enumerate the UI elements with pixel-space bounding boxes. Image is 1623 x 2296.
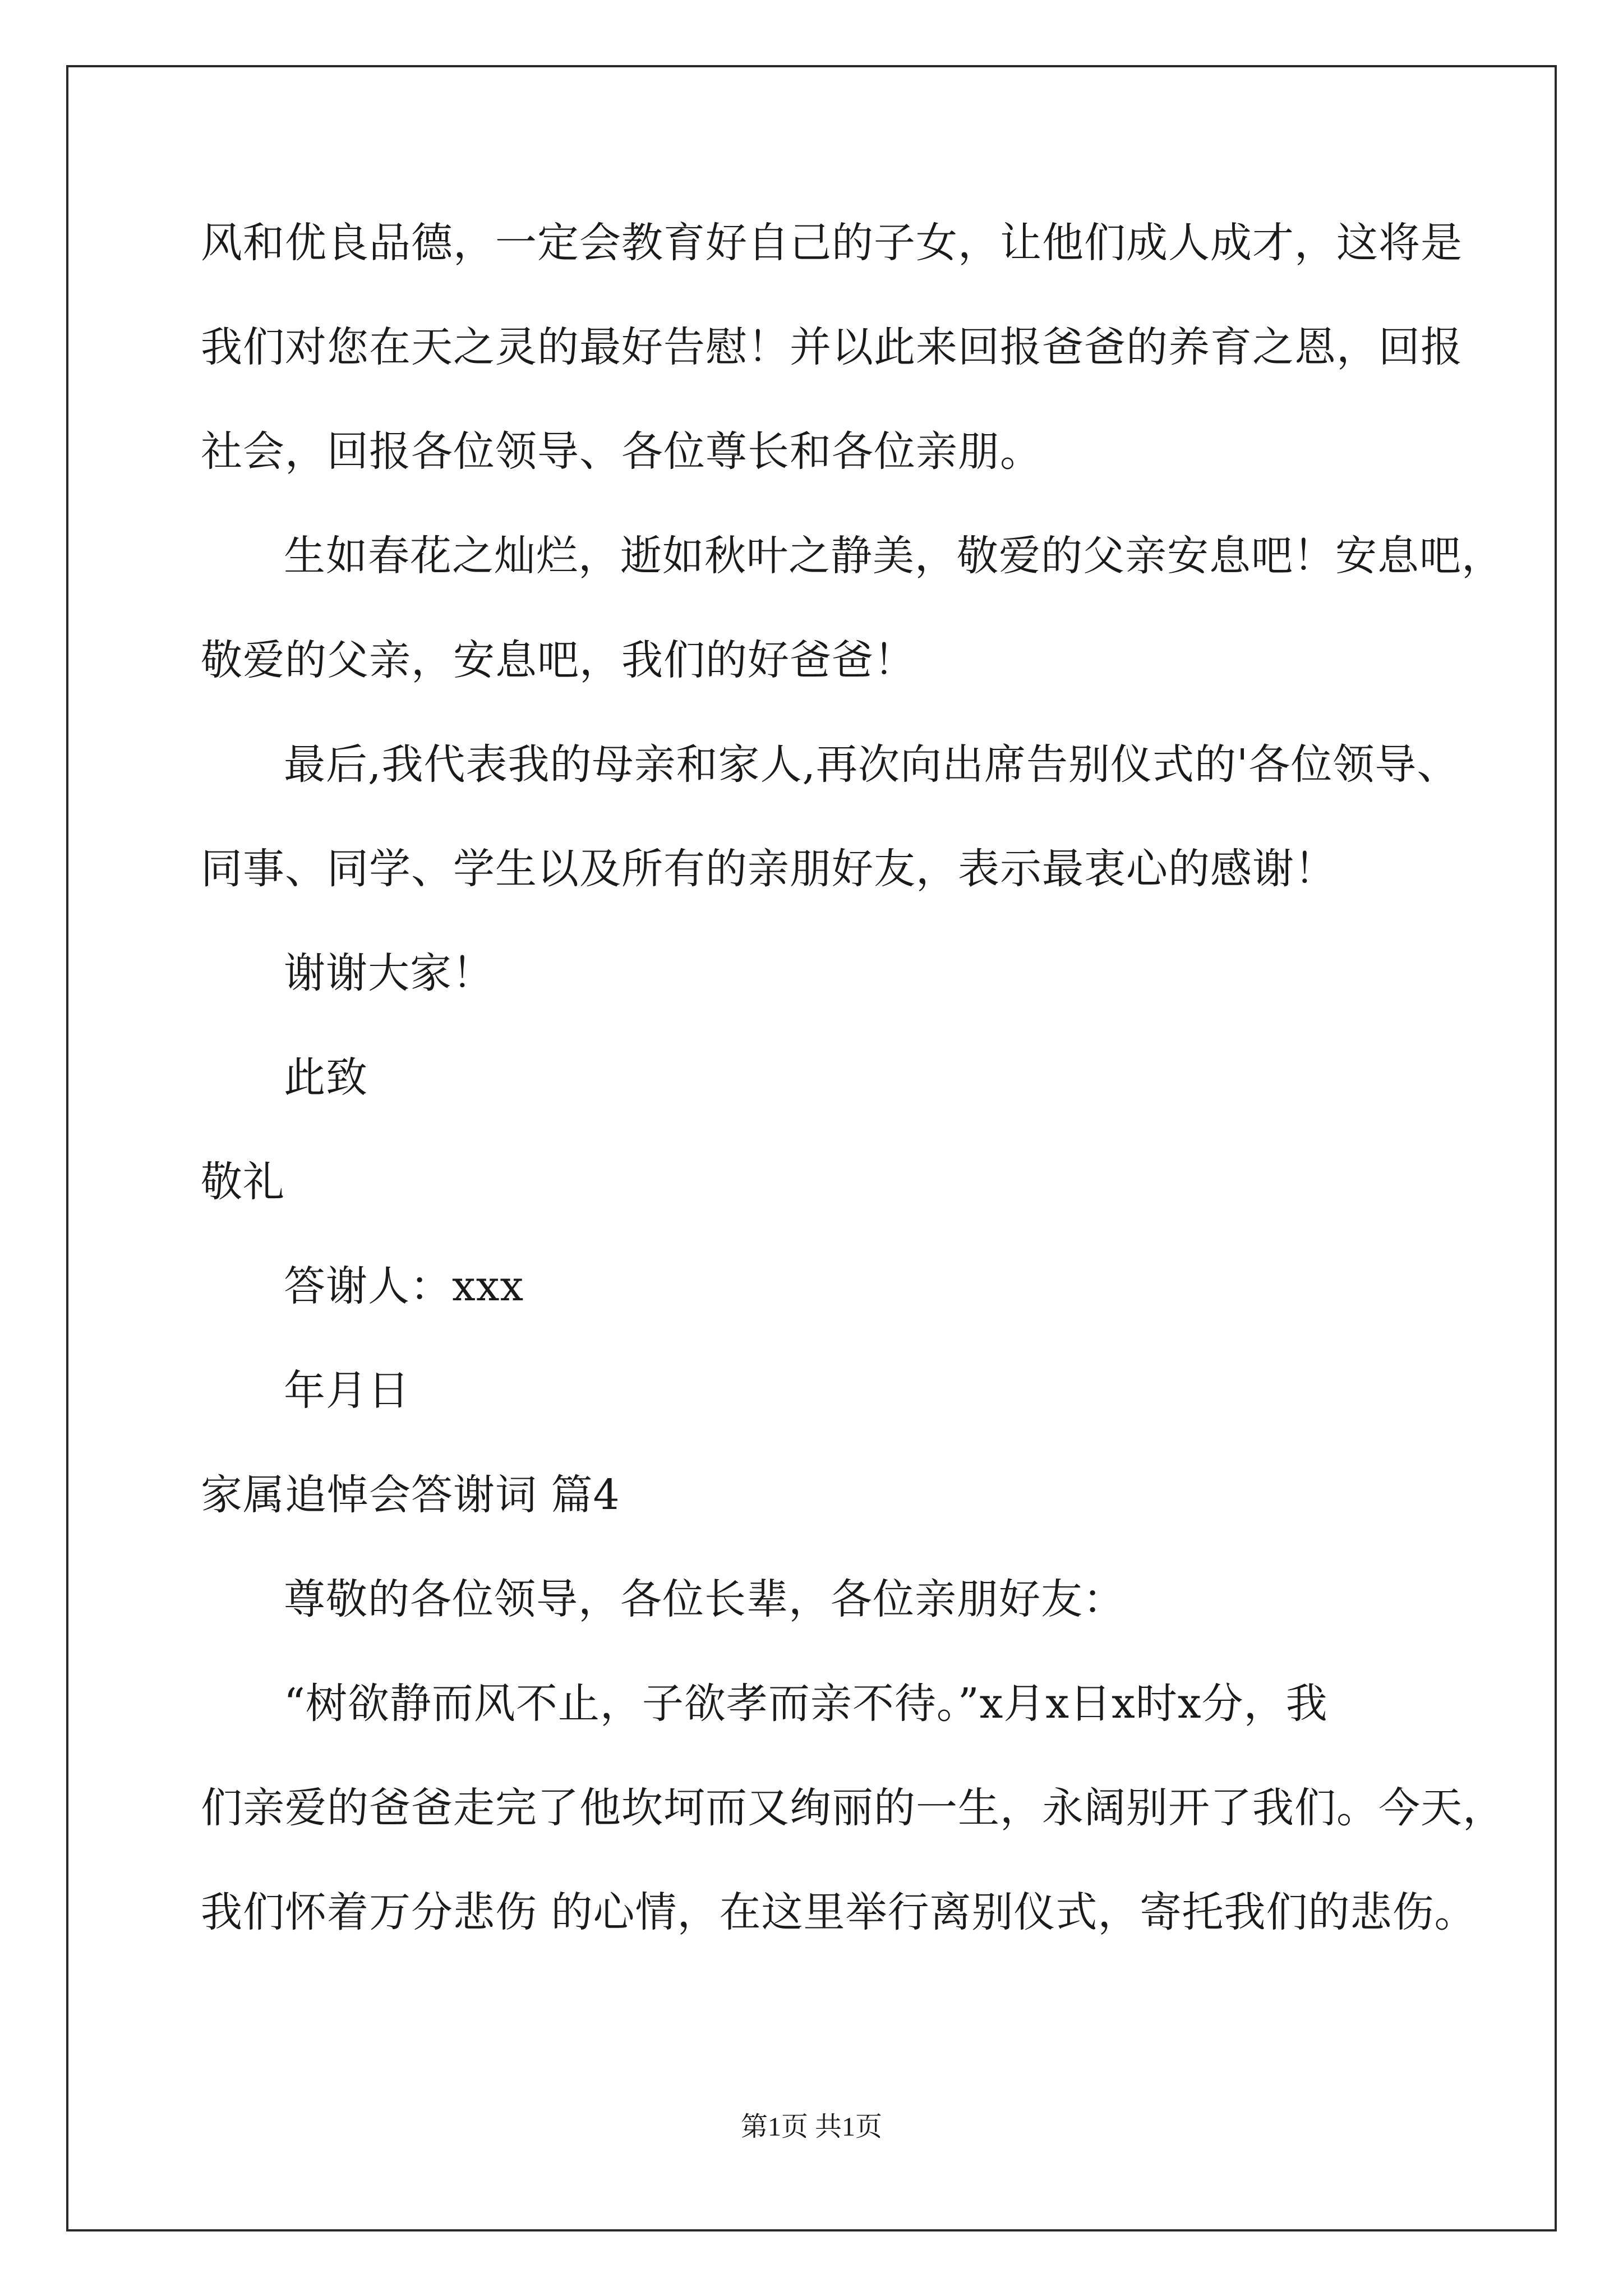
text-line: 同事、同学、学生以及所有的亲朋好友，表示最衷心的感谢！: [201, 845, 1336, 893]
text-line: 敬礼: [201, 1158, 285, 1206]
text-line: 此致: [284, 1053, 368, 1102]
text-line: 年月日: [284, 1366, 410, 1415]
text-line: 社会，回报各位领导、各位尊长和各位亲朋。: [201, 427, 1042, 476]
text-line: 谢谢大家！: [284, 949, 494, 997]
text-line: 尊敬的各位领导，各位长辈，各位亲朋好友：: [284, 1575, 1125, 1623]
text-line: 风和优良品德，一定会教育好自己的子女，让他们成人成才，这将是: [201, 219, 1463, 267]
text-line: 生如春花之灿烂，逝如秋叶之静美，敬爱的父亲安息吧！安息吧，: [284, 532, 1504, 580]
text-line: 敬爱的父亲，安息吧，我们的好爸爸！: [201, 636, 916, 684]
page-number: 第1页 共1页: [740, 2112, 882, 2142]
text-line: 答谢人：xxx: [284, 1262, 524, 1310]
text-line: 我们对您在天之灵的最好告慰！并以此来回报爸爸的养育之恩，回报: [201, 323, 1463, 371]
text-line: 们亲爱的爸爸走完了他坎坷而又绚丽的一生，永阔别开了我们。今天，: [201, 1784, 1505, 1832]
text-line: “树欲静而风不止，子欲孝而亲不待。”x月x日x时x分，我: [284, 1680, 1328, 1728]
text-line: 我们怀着万分悲伤 的心情，在这里举行离别仪式，寄托我们的悲伤。: [201, 1888, 1477, 1936]
text-line: 最后,我代表我的母亲和家人,再次向出席告别仪式的'各位领导、: [284, 740, 1459, 789]
section-heading: 家属追悼会答谢词 篇4: [201, 1471, 620, 1519]
